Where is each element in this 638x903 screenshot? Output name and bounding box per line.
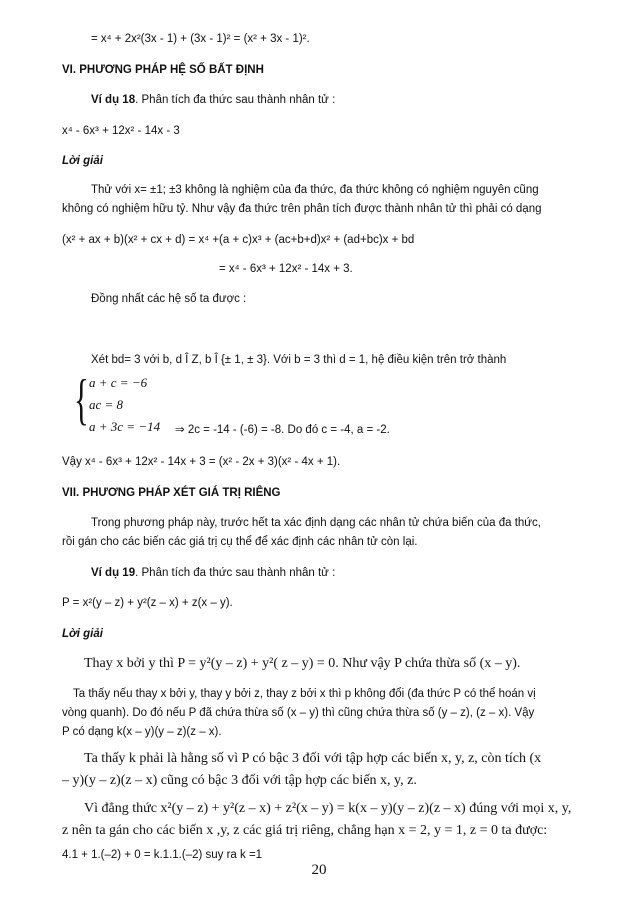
paragraph-line: Xét bd= 3 với b, d Î Z, b Î {± 1, ± 3}. Với b = 3 thì d = 1, hệ điều kiện trên trở thành <box>91 354 507 366</box>
equation-line: (x² + ax + b)(x² + cx + d) = x⁴ +(a + c)x³ + (ac+b+d)x² + (ad+bc)x + bd <box>62 234 415 246</box>
paragraph-line: rồi gán cho các biến các giá trị cụ thể để xác định các nhân tử còn lại. <box>62 536 418 548</box>
page-number: 20 <box>311 862 327 878</box>
paragraph-line: không có nghiệm hữu tỷ. Như vậy đa thức trên phân tích được thành nhân tử thì phải có dạng <box>62 203 542 215</box>
paragraph-line: Vì đẳng thức x²(y – z) + y²(z – x) + z²(x – y) = k(x – y)(y – z)(z – x) đúng với mọi x, y, <box>84 801 572 816</box>
solution-heading: Lời giải <box>62 155 103 167</box>
result-line: Vậy x⁴ - 6x³ + 12x² - 14x + 3 = (x² - 2x + 3)(x² - 4x + 1). <box>62 456 341 468</box>
paragraph-line: Thay x bởi y thì P = y²(y – z) + y²( z – y) = 0. Như vậy P chứa thừa số (x – y). <box>84 656 521 671</box>
section-heading-vii: VII. PHƯƠNG PHÁP XÉT GIÁ TRỊ RIÊNG <box>62 487 281 499</box>
paragraph-line: – y)(y – z)(z – x) cũng có bậc 3 đối với tập hợp các biến x, y, z. <box>62 773 417 788</box>
equation-line: 4.1 + 1.(–2) + 0 = k.1.1.(–2) suy ra k =1 <box>62 849 263 861</box>
equation-line: ⇒ 2c = -14 - (-6) = -8. Do đó c = -4, a = -2. <box>175 424 390 436</box>
paragraph-line: z nên ta gán cho các biến x ,y, z các giá trị riêng, chẳng hạn x = 2, y = 1, z = 0 ta được: <box>62 823 548 838</box>
system-equation: a + 3c = −14 <box>89 419 161 434</box>
system-equation: ac = 8 <box>89 397 124 412</box>
paragraph-line: Ta thấy nếu thay x bởi y, thay y bởi z, thay z bởi x thì p không đổi (đa thức P có thể hoán vị <box>73 688 536 700</box>
example-text: . Phân tích đa thức sau thành nhân tử : <box>135 567 336 579</box>
paragraph-line: Thử với x= ±1; ±3 không là nghiệm của đa thức, đa thức không có nghiệm nguyên cũng <box>91 184 539 196</box>
polynomial-line: P = x²(y – z) + y²(z – x) + z(x – y). <box>62 597 233 609</box>
system-brace: { <box>74 369 89 431</box>
polynomial-line: x⁴ - 6x³ + 12x² - 14x - 3 <box>62 125 180 137</box>
paragraph-line: Đồng nhất các hệ số ta được : <box>91 293 247 305</box>
paragraph-line: vòng quanh). Do đó nếu P đã chứa thừa số (x – y) thì cũng chứa thừa số (y – z), (z – x). Vậy <box>62 707 535 719</box>
equation-line: = x⁴ + 2x²(3x - 1) + (3x - 1)² = (x² + 3x - 1)². <box>91 33 310 45</box>
system-equation: a + c = −6 <box>89 375 148 390</box>
section-heading-vi: VI. PHƯƠNG PHÁP HỆ SỐ BẤT ĐỊNH <box>62 64 264 76</box>
paragraph-line: Ta thấy k phải là hằng số vì P có bậc 3 đối với tập hợp các biến x, y, z, còn tích (x <box>84 751 542 766</box>
example-19-line <box>91 566 335 580</box>
paragraph-line: Trong phương pháp này, trước hết ta xác định dạng các nhân tử chứa biến của đa thức, <box>91 517 541 529</box>
equation-line: = x⁴ - 6x³ + 12x² - 14x + 3. <box>219 263 353 275</box>
example-label: Ví dụ 18 <box>91 94 136 106</box>
example-text: . Phân tích đa thức sau thành nhân tử : <box>135 94 336 106</box>
example-label: Ví dụ 19 <box>91 567 136 579</box>
solution-heading: Lời giải <box>62 628 103 640</box>
paragraph-line: P có dạng k(x – y)(y – z)(z – x). <box>62 726 222 738</box>
example-18-line <box>91 93 335 107</box>
